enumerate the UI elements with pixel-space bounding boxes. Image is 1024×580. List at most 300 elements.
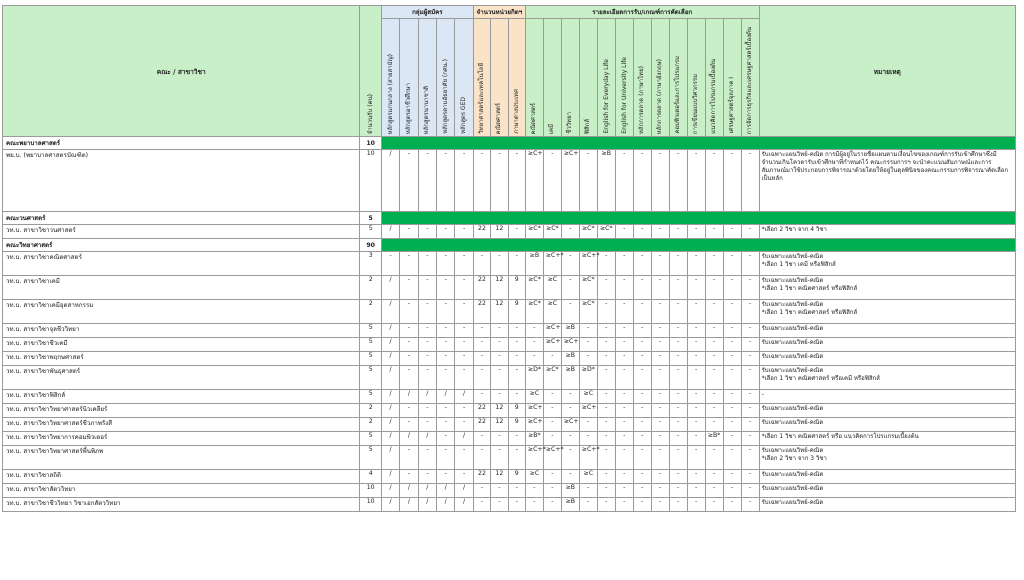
remark-cell: *เลือก 1 วิชา คณิตศาสตร์ หรือ แนวคิดการโปรแกรมเบื้องต้น bbox=[759, 432, 1015, 446]
credits-group-header: จำนวนหน่วยกิตฯ bbox=[473, 6, 525, 19]
criteria-cell: - bbox=[651, 446, 669, 470]
criteria-cell: - bbox=[491, 446, 508, 470]
criteria-cell: - bbox=[455, 352, 473, 366]
criteria-cell: / bbox=[455, 390, 473, 404]
criteria-cell: - bbox=[543, 470, 561, 484]
program-name: วท.บ. สาขาวิชาฟิสิกส์ bbox=[3, 390, 360, 404]
remark-cell: รับเฉพาะแผนวิทย์-คณิต *เลือก 1 วิชา คณิตศาสตร์ หรือฟิสิกส์ bbox=[759, 276, 1015, 300]
criteria-cell: - bbox=[651, 418, 669, 432]
program-name: วท.บ. สาขาวิชาเคมี bbox=[3, 276, 360, 300]
criteria-cell: - bbox=[741, 225, 759, 239]
criteria-cell: - bbox=[579, 324, 597, 338]
table-row bbox=[3, 324, 1016, 338]
criteria-cell: - bbox=[400, 352, 418, 366]
criteria-cell: - bbox=[615, 484, 633, 498]
criteria-cell: - bbox=[633, 276, 651, 300]
program-name: วท.บ. สาขาวิชาชีววิทยา วิชาเอกสัตววิทยา bbox=[3, 498, 360, 512]
criteria-cell: 12 bbox=[491, 404, 508, 418]
criteria-cell: / bbox=[381, 404, 399, 418]
criteria-cell: - bbox=[669, 338, 687, 352]
criteria-cell: - bbox=[491, 484, 508, 498]
criteria-cell: - bbox=[508, 352, 525, 366]
criteria-cell: - bbox=[400, 366, 418, 390]
criteria-cell: - bbox=[400, 446, 418, 470]
program-name: วท.บ. สาขาวิชาจุลชีววิทยา bbox=[3, 324, 360, 338]
criteria-cell: - bbox=[473, 352, 490, 366]
program-seats: 10 bbox=[360, 498, 381, 512]
criteria-cell: - bbox=[741, 446, 759, 470]
criteria-cell: - bbox=[579, 484, 597, 498]
criteria-cell: ≥C* bbox=[597, 225, 615, 239]
criteria-cell: ≥C+ bbox=[561, 418, 579, 432]
criteria-cell: / bbox=[381, 418, 399, 432]
criteria-cell: / bbox=[381, 225, 399, 239]
criteria-cell: ≥C+ bbox=[525, 418, 543, 432]
criteria-cell: / bbox=[418, 432, 436, 446]
criteria-cell: - bbox=[669, 252, 687, 276]
program-name: วท.บ. สาขาวิชาคณิตศาสตร์ bbox=[3, 252, 360, 276]
criteria-cell: ≥C+ bbox=[525, 404, 543, 418]
credit-col-header: คณิตศาสตร์ bbox=[491, 19, 508, 137]
criteria-cell: - bbox=[687, 225, 705, 239]
criteria-cell: - bbox=[741, 252, 759, 276]
criteria-cell: - bbox=[525, 338, 543, 352]
criteria-cell: - bbox=[597, 432, 615, 446]
criteria-cell: - bbox=[615, 470, 633, 484]
criteria-cell: - bbox=[525, 324, 543, 338]
program-seats: 2 bbox=[360, 418, 381, 432]
criteria-cell: ≥C* bbox=[525, 276, 543, 300]
criteria-cell: - bbox=[543, 484, 561, 498]
criteria-cell: - bbox=[741, 404, 759, 418]
criteria-cell: - bbox=[687, 352, 705, 366]
criteria-cell: 9 bbox=[508, 300, 525, 324]
criteria-cell: / bbox=[381, 276, 399, 300]
criteria-cell: 12 bbox=[491, 276, 508, 300]
subject-col-header: คณิตศาสตร์ bbox=[525, 19, 543, 137]
criteria-cell: - bbox=[418, 446, 436, 470]
criteria-cell: ≥B bbox=[561, 324, 579, 338]
faculty-name: คณะพยาบาลศาสตร์ bbox=[3, 137, 360, 150]
remark-cell: รับเฉพาะแผนวิทย์-คณิต bbox=[759, 404, 1015, 418]
criteria-cell: - bbox=[400, 418, 418, 432]
criteria-cell: ≥C* bbox=[543, 225, 561, 239]
criteria-cell: / bbox=[418, 484, 436, 498]
criteria-cell: - bbox=[561, 225, 579, 239]
faculty-seats: 90 bbox=[360, 239, 381, 252]
remark-cell: รับเฉพาะแผนวิทย์-คณิต *เลือก 1 วิชา เคมี หรือฟิสิกส์ bbox=[759, 252, 1015, 276]
criteria-cell: - bbox=[705, 418, 723, 432]
criteria-cell: - bbox=[418, 324, 436, 338]
criteria-cell: - bbox=[723, 470, 741, 484]
criteria-cell: - bbox=[508, 150, 525, 212]
criteria-cell: - bbox=[437, 418, 455, 432]
criteria-cell: - bbox=[741, 324, 759, 338]
criteria-cell: - bbox=[651, 390, 669, 404]
criteria-cell: - bbox=[597, 338, 615, 352]
criteria-cell: - bbox=[651, 300, 669, 324]
criteria-cell: - bbox=[597, 300, 615, 324]
criteria-cell: - bbox=[437, 252, 455, 276]
criteria-cell: / bbox=[418, 498, 436, 512]
criteria-cell: - bbox=[561, 446, 579, 470]
remark-column-header: หมายเหตุ bbox=[759, 6, 1015, 137]
criteria-cell: - bbox=[418, 150, 436, 212]
criteria-cell: - bbox=[687, 338, 705, 352]
criteria-cell: - bbox=[418, 338, 436, 352]
criteria-cell: ≥D* bbox=[525, 366, 543, 390]
table-row bbox=[3, 338, 1016, 352]
criteria-cell: 22 bbox=[473, 418, 490, 432]
criteria-cell: - bbox=[455, 404, 473, 418]
credit-col-header: ภาษาต่างประเทศ bbox=[508, 19, 525, 137]
program-seats: 5 bbox=[360, 324, 381, 338]
table-row bbox=[3, 446, 1016, 470]
criteria-cell: - bbox=[687, 446, 705, 470]
criteria-cell: - bbox=[437, 470, 455, 484]
subject-col-header: แนวคิดการโปรแกรมเบื้องต้น bbox=[705, 19, 723, 137]
criteria-cell: - bbox=[705, 252, 723, 276]
criteria-cell: ≥C* bbox=[543, 366, 561, 390]
criteria-cell: - bbox=[491, 432, 508, 446]
criteria-cell: / bbox=[381, 484, 399, 498]
program-name: วท.บ. สาขาวิชาวิทยาการคอมพิวเตอร์ bbox=[3, 432, 360, 446]
seats-column-header: จำนวนรับ (คน) bbox=[360, 6, 381, 137]
criteria-cell: - bbox=[437, 150, 455, 212]
program-name: วท.บ. สาขาวิชาวิทยาศาสตร์ชีวภาพรังสี bbox=[3, 418, 360, 432]
criteria-cell: - bbox=[491, 150, 508, 212]
criteria-cell: 12 bbox=[491, 300, 508, 324]
faculty-row bbox=[3, 137, 1016, 150]
program-seats: 3 bbox=[360, 252, 381, 276]
applicant-col-header: หลักสูตร GED bbox=[455, 19, 473, 137]
criteria-cell: - bbox=[615, 498, 633, 512]
criteria-cell: - bbox=[561, 252, 579, 276]
criteria-cell: - bbox=[669, 150, 687, 212]
criteria-cell: - bbox=[687, 324, 705, 338]
criteria-cell: ≥C bbox=[525, 470, 543, 484]
criteria-cell: - bbox=[437, 338, 455, 352]
criteria-cell: ≥C* bbox=[525, 225, 543, 239]
criteria-cell: - bbox=[633, 418, 651, 432]
criteria-cell: / bbox=[400, 484, 418, 498]
subject-col-header: การจัดการธุรกิจและเศรษฐศาสตร์เบื้องต้น bbox=[741, 19, 759, 137]
remark-cell: รับเฉพาะแผนวิทย์-คณิต การมีผู้อยู่ในรายชื่อแผนตามเงื่อนไขของเกณฑ์การรับเข้าศึกษาซึ่งมีจำนวนเกินโควตารับเข้าศึกษาที่กำหนดไว้ คณะกรรมการฯ จะนำคะแนนสัมภาษณ์และการสัมภาษณ์มาใช้ประกอบการพิจารณาด้วยโดยให้อยู่ในดุลพินิจของคณะกรรมการพิจารณาคัดเลือกเป็นหลัก bbox=[759, 150, 1015, 212]
program-name: วท.บ. สาขาวิชาวนศาสตร์ bbox=[3, 225, 360, 239]
subject-col-header: เศรษฐศาสตร์จุลภาค I bbox=[723, 19, 741, 137]
criteria-cell: - bbox=[561, 404, 579, 418]
criteria-cell: ≥B bbox=[561, 366, 579, 390]
table-row bbox=[3, 225, 1016, 239]
criteria-cell: / bbox=[437, 390, 455, 404]
criteria-cell: - bbox=[723, 498, 741, 512]
program-seats: 10 bbox=[360, 150, 381, 212]
criteria-cell: - bbox=[615, 225, 633, 239]
criteria-cell: - bbox=[508, 366, 525, 390]
program-seats: 5 bbox=[360, 432, 381, 446]
remark-cell: รับเฉพาะแผนวิทย์-คณิต bbox=[759, 352, 1015, 366]
credit-col-header: วิทยาศาสตร์และเทคโนโลยี bbox=[473, 19, 490, 137]
program-seats: 2 bbox=[360, 300, 381, 324]
criteria-cell: - bbox=[651, 484, 669, 498]
criteria-cell: - bbox=[651, 470, 669, 484]
criteria-cell: - bbox=[705, 338, 723, 352]
criteria-cell: - bbox=[579, 150, 597, 212]
criteria-cell: - bbox=[473, 484, 490, 498]
criteria-cell: - bbox=[491, 324, 508, 338]
criteria-cell: - bbox=[705, 404, 723, 418]
criteria-cell: - bbox=[400, 276, 418, 300]
criteria-cell: - bbox=[543, 390, 561, 404]
criteria-cell: - bbox=[400, 150, 418, 212]
criteria-cell: - bbox=[669, 484, 687, 498]
criteria-cell: ≥C+* bbox=[525, 446, 543, 470]
program-seats: 5 bbox=[360, 366, 381, 390]
criteria-cell: - bbox=[491, 498, 508, 512]
criteria-cell: - bbox=[597, 366, 615, 390]
criteria-cell: - bbox=[723, 446, 741, 470]
criteria-cell: - bbox=[741, 352, 759, 366]
criteria-cell: - bbox=[741, 498, 759, 512]
criteria-cell: ≥C* bbox=[579, 225, 597, 239]
criteria-cell: ≥C+* bbox=[543, 252, 561, 276]
criteria-cell: - bbox=[615, 338, 633, 352]
criteria-cell: - bbox=[455, 446, 473, 470]
subject-col-header: การเขียนแบบวิศวกรรม bbox=[687, 19, 705, 137]
table-row bbox=[3, 432, 1016, 446]
criteria-cell: / bbox=[381, 300, 399, 324]
criteria-cell: 22 bbox=[473, 300, 490, 324]
criteria-cell: - bbox=[687, 366, 705, 390]
criteria-cell: - bbox=[741, 338, 759, 352]
criteria-cell: - bbox=[615, 150, 633, 212]
criteria-cell: - bbox=[508, 432, 525, 446]
table-row bbox=[3, 366, 1016, 390]
criteria-cell: - bbox=[705, 352, 723, 366]
program-seats: 5 bbox=[360, 338, 381, 352]
criteria-cell: - bbox=[669, 446, 687, 470]
criteria-cell: - bbox=[543, 418, 561, 432]
criteria-cell: - bbox=[597, 418, 615, 432]
criteria-cell: / bbox=[400, 432, 418, 446]
criteria-cell: - bbox=[597, 404, 615, 418]
criteria-cell: ≥C bbox=[579, 390, 597, 404]
criteria-cell: - bbox=[615, 300, 633, 324]
criteria-cell: - bbox=[561, 390, 579, 404]
table-row bbox=[3, 276, 1016, 300]
criteria-cell: - bbox=[651, 404, 669, 418]
subject-col-header: ฟิสิกส์ bbox=[579, 19, 597, 137]
criteria-cell: - bbox=[705, 446, 723, 470]
criteria-cell: - bbox=[687, 470, 705, 484]
program-seats: 5 bbox=[360, 390, 381, 404]
criteria-cell: ≥B bbox=[597, 150, 615, 212]
criteria-cell: - bbox=[473, 366, 490, 390]
criteria-cell: - bbox=[597, 276, 615, 300]
criteria-cell: - bbox=[400, 300, 418, 324]
criteria-cell: - bbox=[561, 276, 579, 300]
criteria-cell: - bbox=[723, 432, 741, 446]
criteria-cell: ≥C+ bbox=[543, 338, 561, 352]
criteria-cell: - bbox=[437, 446, 455, 470]
criteria-cell: - bbox=[473, 446, 490, 470]
criteria-cell: - bbox=[633, 498, 651, 512]
remark-cell: รับเฉพาะแผนวิทย์-คณิต bbox=[759, 470, 1015, 484]
criteria-cell: - bbox=[633, 300, 651, 324]
criteria-cell: - bbox=[455, 150, 473, 212]
criteria-cell: - bbox=[651, 276, 669, 300]
criteria-cell: - bbox=[597, 470, 615, 484]
criteria-cell: / bbox=[381, 338, 399, 352]
remark-cell: รับเฉพาะแผนวิทย์-คณิต bbox=[759, 418, 1015, 432]
criteria-cell: - bbox=[615, 404, 633, 418]
remark-cell: รับเฉพาะแผนวิทย์-คณิต *เลือก 2 วิชา จาก 3 วิชา bbox=[759, 446, 1015, 470]
faculty-row bbox=[3, 239, 1016, 252]
criteria-cell: - bbox=[723, 404, 741, 418]
criteria-cell: - bbox=[491, 338, 508, 352]
criteria-cell: ≥B bbox=[525, 252, 543, 276]
criteria-cell: - bbox=[400, 252, 418, 276]
subject-col-header: English for Everyday Life bbox=[597, 19, 615, 137]
criteria-cell: / bbox=[381, 446, 399, 470]
criteria-cell: / bbox=[381, 432, 399, 446]
criteria-cell: - bbox=[418, 252, 436, 276]
criteria-cell: - bbox=[615, 390, 633, 404]
program-name: วท.บ. สาขาวิชาพฤกษศาสตร์ bbox=[3, 352, 360, 366]
criteria-cell: - bbox=[561, 432, 579, 446]
criteria-cell: - bbox=[543, 352, 561, 366]
criteria-cell: - bbox=[455, 300, 473, 324]
criteria-cell: - bbox=[723, 225, 741, 239]
criteria-cell: - bbox=[491, 252, 508, 276]
criteria-cell: - bbox=[615, 418, 633, 432]
criteria-cell: - bbox=[473, 324, 490, 338]
criteria-cell: - bbox=[687, 418, 705, 432]
criteria-cell: - bbox=[455, 324, 473, 338]
criteria-cell: - bbox=[651, 338, 669, 352]
criteria-cell: - bbox=[723, 338, 741, 352]
criteria-cell: - bbox=[561, 470, 579, 484]
criteria-cell: - bbox=[705, 470, 723, 484]
faculty-highlight-bar bbox=[381, 212, 1015, 225]
criteria-cell: - bbox=[633, 390, 651, 404]
criteria-cell: - bbox=[741, 276, 759, 300]
criteria-cell: - bbox=[473, 150, 490, 212]
criteria-cell: ≥C* bbox=[579, 300, 597, 324]
criteria-cell: - bbox=[508, 446, 525, 470]
criteria-cell: - bbox=[687, 252, 705, 276]
criteria-cell: - bbox=[669, 300, 687, 324]
criteria-cell: - bbox=[597, 498, 615, 512]
criteria-cell: - bbox=[615, 366, 633, 390]
remark-cell: - bbox=[759, 390, 1015, 404]
criteria-cell: - bbox=[669, 418, 687, 432]
criteria-cell: ≥C+* bbox=[579, 446, 597, 470]
criteria-cell: - bbox=[705, 390, 723, 404]
criteria-cell: ≥D* bbox=[579, 366, 597, 390]
criteria-cell: - bbox=[543, 150, 561, 212]
criteria-cell: - bbox=[723, 300, 741, 324]
criteria-cell: - bbox=[418, 352, 436, 366]
criteria-cell: ≥C bbox=[579, 470, 597, 484]
program-seats: 5 bbox=[360, 446, 381, 470]
table-row bbox=[3, 418, 1016, 432]
criteria-cell: - bbox=[508, 338, 525, 352]
criteria-cell: - bbox=[579, 498, 597, 512]
criteria-cell: - bbox=[651, 252, 669, 276]
table-row bbox=[3, 470, 1016, 484]
criteria-cell: 22 bbox=[473, 470, 490, 484]
criteria-cell: - bbox=[473, 390, 490, 404]
criteria-cell: - bbox=[669, 324, 687, 338]
criteria-cell: - bbox=[508, 324, 525, 338]
criteria-cell: - bbox=[615, 324, 633, 338]
table-row bbox=[3, 150, 1016, 212]
criteria-cell: - bbox=[633, 446, 651, 470]
criteria-cell: - bbox=[723, 484, 741, 498]
criteria-cell: - bbox=[400, 470, 418, 484]
table-row bbox=[3, 498, 1016, 512]
criteria-cell: - bbox=[741, 300, 759, 324]
criteria-cell: ≥B bbox=[561, 498, 579, 512]
criteria-cell: ≥B* bbox=[525, 432, 543, 446]
faculty-name: คณะวนศาสตร์ bbox=[3, 212, 360, 225]
criteria-cell: - bbox=[400, 324, 418, 338]
criteria-cell: ≥C+ bbox=[561, 150, 579, 212]
criteria-cell: - bbox=[705, 484, 723, 498]
criteria-cell: - bbox=[597, 390, 615, 404]
criteria-cell: - bbox=[455, 252, 473, 276]
criteria-cell: - bbox=[669, 225, 687, 239]
program-name: วท.บ. สาขาวิชาสถิติ bbox=[3, 470, 360, 484]
criteria-cell: - bbox=[651, 352, 669, 366]
criteria-cell: - bbox=[687, 404, 705, 418]
criteria-cell: - bbox=[418, 366, 436, 390]
criteria-cell: / bbox=[381, 390, 399, 404]
criteria-cell: 9 bbox=[508, 276, 525, 300]
faculty-name: คณะวิทยาศาสตร์ bbox=[3, 239, 360, 252]
criteria-cell: 9 bbox=[508, 418, 525, 432]
remark-cell: รับเฉพาะแผนวิทย์-คณิต bbox=[759, 498, 1015, 512]
applicant-col-header: หลักสูตรตามอัธยาศัย (กศน.) bbox=[437, 19, 455, 137]
criteria-cell: - bbox=[651, 225, 669, 239]
criteria-cell: - bbox=[651, 498, 669, 512]
criteria-cell: - bbox=[741, 150, 759, 212]
criteria-cell: - bbox=[615, 252, 633, 276]
criteria-cell: ≥B bbox=[561, 484, 579, 498]
criteria-cell: - bbox=[705, 225, 723, 239]
criteria-cell: - bbox=[418, 300, 436, 324]
criteria-cell: ≥C+* bbox=[543, 446, 561, 470]
criteria-cell: - bbox=[508, 225, 525, 239]
criteria-cell: 12 bbox=[491, 470, 508, 484]
criteria-cell: ≥C+ bbox=[543, 324, 561, 338]
criteria-cell: - bbox=[473, 252, 490, 276]
criteria-cell: - bbox=[669, 366, 687, 390]
criteria-cell: - bbox=[723, 150, 741, 212]
criteria-cell: - bbox=[473, 338, 490, 352]
criteria-cell: - bbox=[705, 300, 723, 324]
criteria-cell: - bbox=[705, 324, 723, 338]
faculty-seats: 10 bbox=[360, 137, 381, 150]
program-seats: 5 bbox=[360, 225, 381, 239]
criteria-cell: - bbox=[473, 432, 490, 446]
criteria-cell: ≥B* bbox=[705, 432, 723, 446]
criteria-cell: - bbox=[491, 366, 508, 390]
criteria-cell: - bbox=[543, 404, 561, 418]
criteria-cell: ≥C+ bbox=[525, 150, 543, 212]
criteria-cell: / bbox=[455, 498, 473, 512]
